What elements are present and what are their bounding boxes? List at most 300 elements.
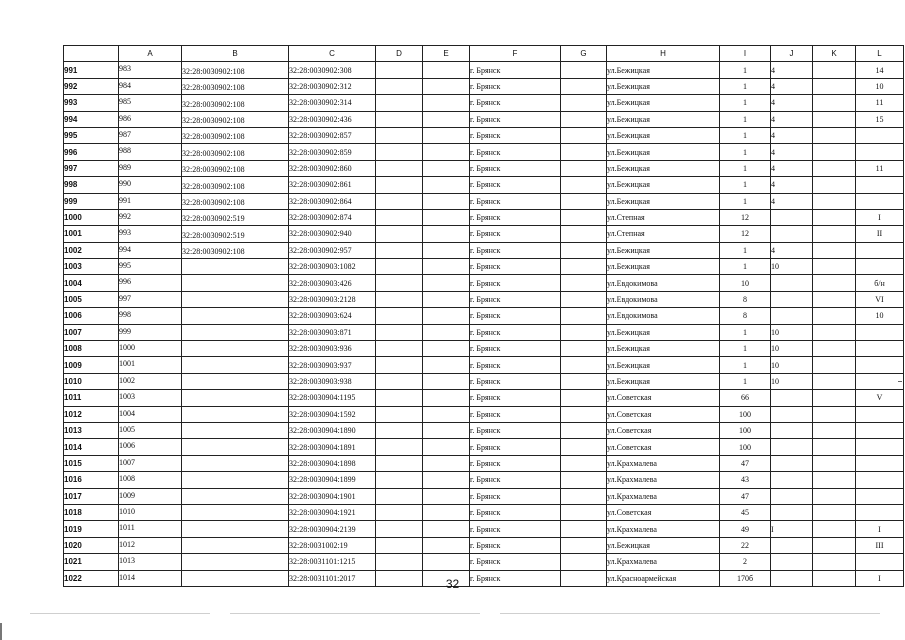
cell-g[interactable] — [561, 193, 607, 209]
cell-i[interactable]: 12 — [720, 226, 771, 242]
column-header-b[interactable]: B — [182, 46, 289, 62]
cell-h[interactable]: ул.Бежицкая — [607, 259, 720, 275]
cell-b[interactable]: 32:28:0030902:108 — [182, 177, 289, 193]
cell-f[interactable]: г. Брянск — [470, 373, 561, 389]
cell-l[interactable] — [856, 193, 904, 209]
cell-f[interactable]: г. Брянск — [470, 275, 561, 291]
cell-a[interactable]: 994 — [119, 242, 182, 258]
cell-b[interactable]: 32:28:0030902:108 — [182, 160, 289, 176]
cell-e[interactable] — [423, 521, 470, 537]
cell-a[interactable]: 997 — [119, 291, 182, 307]
row-number-cell[interactable]: 1018 — [64, 504, 119, 520]
cell-i[interactable]: 1 — [720, 144, 771, 160]
cell-a[interactable]: 1002 — [119, 373, 182, 389]
cell-h[interactable]: ул.Советская — [607, 406, 720, 422]
cell-e[interactable] — [423, 341, 470, 357]
cell-e[interactable] — [423, 472, 470, 488]
cell-d[interactable] — [376, 439, 423, 455]
cell-a[interactable]: 1010 — [119, 504, 182, 520]
cell-i[interactable]: 1 — [720, 341, 771, 357]
cell-j[interactable] — [771, 209, 813, 225]
cell-e[interactable] — [423, 111, 470, 127]
cell-b[interactable] — [182, 308, 289, 324]
cell-k[interactable] — [813, 95, 856, 111]
cell-j[interactable]: 10 — [771, 341, 813, 357]
cell-l[interactable]: I — [856, 209, 904, 225]
cell-c[interactable]: 32:28:0030904:1891 — [289, 439, 376, 455]
row-number-cell[interactable]: 1010 — [64, 373, 119, 389]
cell-e[interactable] — [423, 242, 470, 258]
cell-i[interactable]: 1 — [720, 62, 771, 78]
cell-k[interactable] — [813, 406, 856, 422]
cell-g[interactable] — [561, 537, 607, 553]
cell-c[interactable]: 32:28:0030904:1901 — [289, 488, 376, 504]
cell-c[interactable]: 32:28:0030903:871 — [289, 324, 376, 340]
cell-d[interactable] — [376, 62, 423, 78]
cell-d[interactable] — [376, 390, 423, 406]
cell-c[interactable]: 32:28:0031101:1215 — [289, 554, 376, 570]
cell-l[interactable] — [856, 488, 904, 504]
row-number-cell[interactable]: 994 — [64, 111, 119, 127]
cell-l[interactable]: II — [856, 226, 904, 242]
cell-g[interactable] — [561, 111, 607, 127]
cell-c[interactable]: 32:28:0030904:1890 — [289, 422, 376, 438]
cell-e[interactable] — [423, 390, 470, 406]
cell-k[interactable] — [813, 127, 856, 143]
cell-h[interactable]: ул.Евдокимова — [607, 291, 720, 307]
cell-h[interactable]: ул.Степная — [607, 209, 720, 225]
cell-k[interactable] — [813, 111, 856, 127]
cell-b[interactable] — [182, 357, 289, 373]
cell-h[interactable]: ул.Бежицкая — [607, 357, 720, 373]
cell-b[interactable]: 32:28:0030902:108 — [182, 127, 289, 143]
cell-h[interactable]: ул.Бежицкая — [607, 341, 720, 357]
cell-b[interactable] — [182, 390, 289, 406]
cell-f[interactable]: г. Брянск — [470, 357, 561, 373]
cell-h[interactable]: ул.Крахмалева — [607, 455, 720, 471]
cell-g[interactable] — [561, 521, 607, 537]
cell-g[interactable] — [561, 127, 607, 143]
cell-d[interactable] — [376, 177, 423, 193]
cell-f[interactable]: г. Брянск — [470, 209, 561, 225]
cell-h[interactable]: ул.Бежицкая — [607, 177, 720, 193]
cell-f[interactable]: г. Брянск — [470, 341, 561, 357]
cell-j[interactable] — [771, 275, 813, 291]
cell-g[interactable] — [561, 504, 607, 520]
cell-f[interactable]: г. Брянск — [470, 521, 561, 537]
cell-a[interactable]: 985 — [119, 95, 182, 111]
cell-k[interactable] — [813, 62, 856, 78]
cell-l[interactable]: V — [856, 390, 904, 406]
cell-j[interactable]: 4 — [771, 177, 813, 193]
cell-d[interactable] — [376, 78, 423, 94]
cell-k[interactable] — [813, 488, 856, 504]
cell-c[interactable]: 32:28:0030903:1082 — [289, 259, 376, 275]
cell-f[interactable]: г. Брянск — [470, 193, 561, 209]
cell-d[interactable] — [376, 455, 423, 471]
cell-i[interactable]: 10 — [720, 275, 771, 291]
cell-g[interactable] — [561, 406, 607, 422]
column-header-l[interactable]: L — [856, 46, 904, 62]
cell-a[interactable]: 1000 — [119, 341, 182, 357]
cell-i[interactable]: 45 — [720, 504, 771, 520]
cell-h[interactable]: ул.Бежицкая — [607, 193, 720, 209]
cell-g[interactable] — [561, 341, 607, 357]
cell-b[interactable] — [182, 406, 289, 422]
cell-g[interactable] — [561, 308, 607, 324]
cell-b[interactable]: 32:28:0030902:108 — [182, 242, 289, 258]
cell-f[interactable]: г. Брянск — [470, 308, 561, 324]
cell-c[interactable]: 32:28:0030902:859 — [289, 144, 376, 160]
cell-b[interactable]: 32:28:0030902:519 — [182, 226, 289, 242]
cell-a[interactable]: 1004 — [119, 406, 182, 422]
row-number-cell[interactable]: 1007 — [64, 324, 119, 340]
row-number-cell[interactable]: 997 — [64, 160, 119, 176]
cell-h[interactable]: ул.Бежицкая — [607, 160, 720, 176]
cell-i[interactable]: 8 — [720, 291, 771, 307]
cell-d[interactable] — [376, 209, 423, 225]
cell-a[interactable]: 991 — [119, 193, 182, 209]
cell-j[interactable] — [771, 406, 813, 422]
cell-l[interactable] — [856, 439, 904, 455]
cell-a[interactable]: 992 — [119, 209, 182, 225]
cell-l[interactable] — [856, 144, 904, 160]
cell-b[interactable] — [182, 488, 289, 504]
cell-e[interactable] — [423, 308, 470, 324]
cell-e[interactable] — [423, 259, 470, 275]
cell-e[interactable] — [423, 455, 470, 471]
cell-f[interactable]: г. Брянск — [470, 439, 561, 455]
cell-j[interactable]: 4 — [771, 62, 813, 78]
cell-g[interactable] — [561, 357, 607, 373]
cell-g[interactable] — [561, 275, 607, 291]
cell-l[interactable]: VI — [856, 291, 904, 307]
cell-e[interactable] — [423, 127, 470, 143]
cell-e[interactable] — [423, 78, 470, 94]
cell-l[interactable] — [856, 472, 904, 488]
cell-l[interactable] — [856, 455, 904, 471]
cell-b[interactable] — [182, 373, 289, 389]
cell-d[interactable] — [376, 472, 423, 488]
cell-k[interactable] — [813, 78, 856, 94]
cell-i[interactable]: 1 — [720, 160, 771, 176]
row-number-cell[interactable]: 1015 — [64, 455, 119, 471]
cell-c[interactable]: 32:28:0030902:857 — [289, 127, 376, 143]
cell-e[interactable] — [423, 95, 470, 111]
cell-a[interactable]: 993 — [119, 226, 182, 242]
row-number-cell[interactable]: 998 — [64, 177, 119, 193]
cell-h[interactable]: ул.Крахмалева — [607, 488, 720, 504]
cell-b[interactable] — [182, 275, 289, 291]
cell-a[interactable]: 1003 — [119, 390, 182, 406]
cell-f[interactable]: г. Брянск — [470, 455, 561, 471]
cell-g[interactable] — [561, 554, 607, 570]
cell-f[interactable]: г. Брянск — [470, 259, 561, 275]
cell-b[interactable] — [182, 259, 289, 275]
cell-c[interactable]: 32:28:0030903:938 — [289, 373, 376, 389]
cell-k[interactable] — [813, 242, 856, 258]
cell-k[interactable] — [813, 259, 856, 275]
cell-f[interactable]: г. Брянск — [470, 127, 561, 143]
cell-f[interactable]: г. Брянск — [470, 177, 561, 193]
cell-j[interactable]: 4 — [771, 95, 813, 111]
cell-f[interactable]: г. Брянск — [470, 406, 561, 422]
cell-h[interactable]: ул.Бежицкая — [607, 78, 720, 94]
cell-h[interactable]: ул.Евдокимова — [607, 308, 720, 324]
cell-d[interactable] — [376, 521, 423, 537]
cell-d[interactable] — [376, 242, 423, 258]
cell-j[interactable]: I — [771, 521, 813, 537]
cell-g[interactable] — [561, 144, 607, 160]
cell-c[interactable]: 32:28:0030904:1195 — [289, 390, 376, 406]
cell-i[interactable]: 2 — [720, 554, 771, 570]
column-header-j[interactable]: J — [771, 46, 813, 62]
cell-k[interactable] — [813, 357, 856, 373]
cell-e[interactable] — [423, 160, 470, 176]
row-number-cell[interactable]: 1014 — [64, 439, 119, 455]
cell-h[interactable]: ул.Советская — [607, 439, 720, 455]
column-header-h[interactable]: H — [607, 46, 720, 62]
cell-d[interactable] — [376, 127, 423, 143]
cell-h[interactable]: ул.Бежицкая — [607, 242, 720, 258]
cell-k[interactable] — [813, 291, 856, 307]
row-number-cell[interactable]: 1002 — [64, 242, 119, 258]
cell-l[interactable] — [856, 324, 904, 340]
column-header-e[interactable]: E — [423, 46, 470, 62]
column-header-c[interactable]: C — [289, 46, 376, 62]
cell-k[interactable] — [813, 373, 856, 389]
row-number-cell[interactable]: 1004 — [64, 275, 119, 291]
row-number-cell[interactable]: 1016 — [64, 472, 119, 488]
cell-c[interactable]: 32:28:0030902:940 — [289, 226, 376, 242]
cell-b[interactable]: 32:28:0030902:108 — [182, 95, 289, 111]
cell-h[interactable]: ул.Советская — [607, 504, 720, 520]
cell-i[interactable]: 12 — [720, 209, 771, 225]
cell-i[interactable]: 1 — [720, 111, 771, 127]
cell-c[interactable]: 32:28:0031002:19 — [289, 537, 376, 553]
cell-i[interactable]: 1 — [720, 193, 771, 209]
cell-e[interactable] — [423, 226, 470, 242]
cell-e[interactable] — [423, 422, 470, 438]
cell-j[interactable]: 4 — [771, 127, 813, 143]
cell-i[interactable]: 1 — [720, 127, 771, 143]
cell-h[interactable]: ул.Евдокимова — [607, 275, 720, 291]
cell-k[interactable] — [813, 177, 856, 193]
cell-k[interactable] — [813, 390, 856, 406]
cell-a[interactable]: 1014 — [119, 570, 182, 586]
corner-header-cell[interactable] — [64, 46, 119, 62]
cell-c[interactable]: 32:28:0030904:1592 — [289, 406, 376, 422]
cell-h[interactable]: ул.Бежицкая — [607, 144, 720, 160]
cell-h[interactable]: ул.Бежицкая — [607, 324, 720, 340]
cell-i[interactable]: 100 — [720, 439, 771, 455]
cell-i[interactable]: 22 — [720, 537, 771, 553]
cell-l[interactable]: 14 — [856, 62, 904, 78]
cell-d[interactable] — [376, 504, 423, 520]
cell-k[interactable] — [813, 439, 856, 455]
cell-l[interactable] — [856, 373, 904, 389]
cell-d[interactable] — [376, 357, 423, 373]
cell-d[interactable] — [376, 160, 423, 176]
cell-k[interactable] — [813, 160, 856, 176]
cell-k[interactable] — [813, 521, 856, 537]
cell-b[interactable]: 32:28:0030902:108 — [182, 144, 289, 160]
cell-l[interactable]: III — [856, 537, 904, 553]
cell-a[interactable]: 999 — [119, 324, 182, 340]
cell-g[interactable] — [561, 291, 607, 307]
cell-b[interactable]: 32:28:0030902:108 — [182, 111, 289, 127]
row-number-cell[interactable]: 1011 — [64, 390, 119, 406]
cell-f[interactable]: г. Брянск — [470, 62, 561, 78]
cell-i[interactable]: 66 — [720, 390, 771, 406]
cell-f[interactable]: г. Брянск — [470, 488, 561, 504]
cell-i[interactable]: 170б — [720, 570, 771, 586]
column-header-g[interactable]: G — [561, 46, 607, 62]
cell-h[interactable]: ул.Бежицкая — [607, 127, 720, 143]
cell-d[interactable] — [376, 406, 423, 422]
cell-j[interactable] — [771, 308, 813, 324]
cell-d[interactable] — [376, 341, 423, 357]
cell-a[interactable]: 1012 — [119, 537, 182, 553]
cell-a[interactable]: 986 — [119, 111, 182, 127]
cell-g[interactable] — [561, 226, 607, 242]
cell-h[interactable]: ул.Советская — [607, 422, 720, 438]
row-number-cell[interactable]: 993 — [64, 95, 119, 111]
cell-f[interactable]: г. Брянск — [470, 390, 561, 406]
cell-e[interactable] — [423, 177, 470, 193]
cell-j[interactable] — [771, 488, 813, 504]
cell-d[interactable] — [376, 554, 423, 570]
cell-l[interactable]: 11 — [856, 160, 904, 176]
cell-e[interactable] — [423, 488, 470, 504]
cell-j[interactable] — [771, 422, 813, 438]
cell-b[interactable]: 32:28:0030902:108 — [182, 193, 289, 209]
cell-j[interactable] — [771, 504, 813, 520]
cell-i[interactable]: 100 — [720, 406, 771, 422]
row-number-cell[interactable]: 1019 — [64, 521, 119, 537]
row-number-cell[interactable]: 1021 — [64, 554, 119, 570]
cell-f[interactable]: г. Брянск — [470, 242, 561, 258]
cell-e[interactable] — [423, 439, 470, 455]
cell-e[interactable] — [423, 324, 470, 340]
cell-e[interactable] — [423, 504, 470, 520]
cell-h[interactable]: ул.Степная — [607, 226, 720, 242]
cell-k[interactable] — [813, 144, 856, 160]
cell-l[interactable] — [856, 341, 904, 357]
cell-d[interactable] — [376, 193, 423, 209]
row-number-cell[interactable]: 992 — [64, 78, 119, 94]
cell-k[interactable] — [813, 504, 856, 520]
cell-b[interactable] — [182, 341, 289, 357]
cell-i[interactable]: 47 — [720, 455, 771, 471]
column-header-k[interactable]: K — [813, 46, 856, 62]
cell-c[interactable]: 32:28:0030903:426 — [289, 275, 376, 291]
cell-j[interactable] — [771, 226, 813, 242]
row-number-cell[interactable]: 1005 — [64, 291, 119, 307]
cell-h[interactable]: ул.Красноармейская — [607, 570, 720, 586]
cell-c[interactable]: 32:28:0030902:312 — [289, 78, 376, 94]
cell-i[interactable]: 1 — [720, 177, 771, 193]
cell-j[interactable]: 4 — [771, 111, 813, 127]
cell-a[interactable]: 989 — [119, 160, 182, 176]
cell-a[interactable]: 1011 — [119, 521, 182, 537]
cell-l[interactable]: 11 — [856, 95, 904, 111]
cell-d[interactable] — [376, 259, 423, 275]
cell-i[interactable]: 8 — [720, 308, 771, 324]
cell-j[interactable]: 4 — [771, 144, 813, 160]
cell-f[interactable]: г. Брянск — [470, 160, 561, 176]
cell-e[interactable] — [423, 193, 470, 209]
cell-e[interactable] — [423, 291, 470, 307]
cell-l[interactable]: 10 — [856, 308, 904, 324]
cell-b[interactable] — [182, 455, 289, 471]
cell-e[interactable] — [423, 275, 470, 291]
cell-k[interactable] — [813, 422, 856, 438]
cell-b[interactable]: 32:28:0030902:108 — [182, 78, 289, 94]
cell-f[interactable]: г. Брянск — [470, 537, 561, 553]
cell-a[interactable]: 995 — [119, 259, 182, 275]
cell-a[interactable]: 1001 — [119, 357, 182, 373]
cell-f[interactable]: г. Брянск — [470, 226, 561, 242]
cell-l[interactable]: I — [856, 521, 904, 537]
cell-e[interactable] — [423, 144, 470, 160]
column-header-d[interactable]: D — [376, 46, 423, 62]
row-number-cell[interactable]: 999 — [64, 193, 119, 209]
cell-i[interactable]: 43 — [720, 472, 771, 488]
row-number-cell[interactable]: 991 — [64, 62, 119, 78]
cell-i[interactable]: 100 — [720, 422, 771, 438]
cell-c[interactable]: 32:28:0030903:936 — [289, 341, 376, 357]
cell-c[interactable]: 32:28:0030902:861 — [289, 177, 376, 193]
cell-f[interactable]: г. Брянск — [470, 95, 561, 111]
cell-f[interactable]: г. Брянск — [470, 422, 561, 438]
cell-k[interactable] — [813, 308, 856, 324]
row-number-cell[interactable]: 996 — [64, 144, 119, 160]
cell-c[interactable]: 32:28:0030902:957 — [289, 242, 376, 258]
cell-i[interactable]: 1 — [720, 259, 771, 275]
cell-b[interactable] — [182, 472, 289, 488]
row-number-cell[interactable]: 1017 — [64, 488, 119, 504]
cell-e[interactable] — [423, 62, 470, 78]
cell-b[interactable] — [182, 521, 289, 537]
cell-d[interactable] — [376, 488, 423, 504]
cell-j[interactable]: 4 — [771, 193, 813, 209]
cell-g[interactable] — [561, 373, 607, 389]
cell-j[interactable]: 4 — [771, 242, 813, 258]
cell-k[interactable] — [813, 455, 856, 471]
cell-l[interactable] — [856, 406, 904, 422]
cell-f[interactable]: г. Брянск — [470, 570, 561, 586]
cell-i[interactable]: 1 — [720, 95, 771, 111]
cell-d[interactable] — [376, 537, 423, 553]
cell-a[interactable]: 987 — [119, 127, 182, 143]
cell-k[interactable] — [813, 554, 856, 570]
cell-c[interactable]: 32:28:0031101:2017 — [289, 570, 376, 586]
cell-g[interactable] — [561, 62, 607, 78]
cell-j[interactable]: 10 — [771, 357, 813, 373]
cell-l[interactable] — [856, 127, 904, 143]
cell-k[interactable] — [813, 275, 856, 291]
cell-b[interactable] — [182, 422, 289, 438]
cell-l[interactable]: 10 — [856, 78, 904, 94]
cell-k[interactable] — [813, 341, 856, 357]
cell-l[interactable]: б/н — [856, 275, 904, 291]
cell-f[interactable]: г. Брянск — [470, 291, 561, 307]
cell-c[interactable]: 32:28:0030904:2139 — [289, 521, 376, 537]
cell-a[interactable]: 1007 — [119, 455, 182, 471]
cell-j[interactable] — [771, 291, 813, 307]
cell-d[interactable] — [376, 373, 423, 389]
